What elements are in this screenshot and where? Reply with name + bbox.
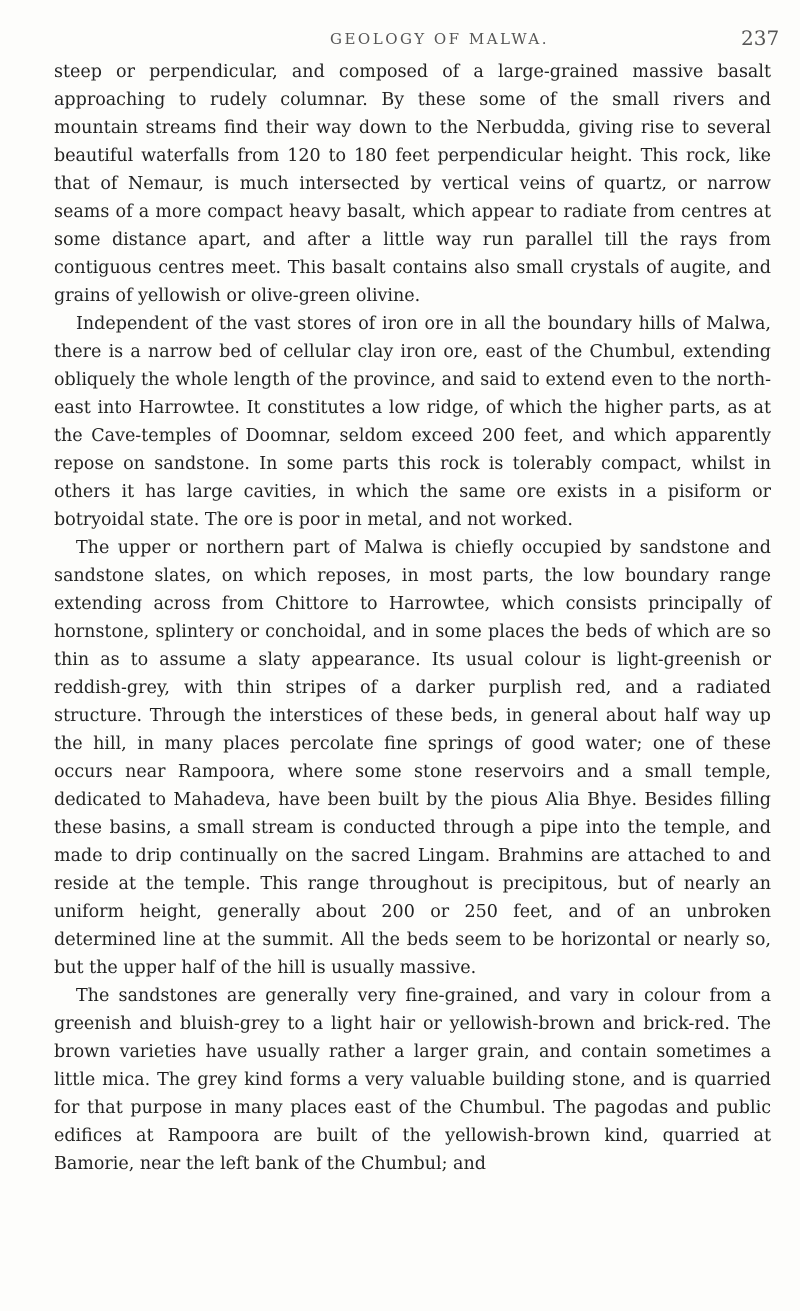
page-number: 237 (741, 26, 780, 50)
paragraph-3: The upper or northern part of Malwa is chiefly occupied by sandstone and sandstone slates, on which reposes, in most parts, the low boundary range extending across from Chittore to Harrowtee, which consists principally of hornstone, splintery or conchoidal, and in some places the beds of which are so thin as to assume a slaty appearance. Its usual colour is light-greenish or reddish-grey, with thin stripes of a darker purplish red, and a radiated structure. Through the interstices of these beds, in general about half way up the hill, in many places percolate fine springs of good water; one of these occurs near Rampoora, where some stone reservoirs and a small temple, dedicated to Mahadeva, have been built by the pious Alia Bhye. Besides filling these basins, a small stream is conducted through a pipe into the temple, and made to drip continually on the sacred Lingam. Brahmins are attached to and reside at the temple. This range throughout is precipitous, but of nearly an uniform height, generally about 200 or 250 feet, and of an unbroken determined line at the summit. All the beds seem to be horizontal or nearly so, but the upper half of the hill is usually massive. (54, 538, 771, 978)
running-head: GEOLOGY OF MALWA. (330, 30, 549, 48)
paragraph-1: steep or perpendicular, and composed of a large-grained massive basalt approaching to rudely columnar. By these some of the small rivers and mountain streams find their way down to the Nerbudda, giving rise to several beautiful waterfalls from 120 to 180 feet perpendicular height. This rock, like that of Nemaur, is much intersected by vertical veins of quartz, or narrow seams of a more compact heavy basalt, which appear to radiate from centres at some distance apart, and after a little way run parallel till the rays from contiguous centres meet. This basalt contains also small crystals of augite, and grains of yellowish or olive-green olivine. (54, 62, 771, 306)
body-text (54, 58, 771, 1178)
paragraph-4: The sandstones are generally very fine-grained, and vary in colour from a greenish and bluish-grey to a light hair or yellowish-brown and brick-red. The brown varieties have usually rather a larger grain, and contain sometimes a little mica. The grey kind forms a very valuable building stone, and is quarried for that purpose in many places east of the Chumbul. The pagodas and public edifices at Rampoora are built of the yellowish-brown kind, quarried at Bamorie, near the left bank of the Chumbul; and (54, 986, 771, 1174)
paragraph-2: Independent of the vast stores of iron ore in all the boundary hills of Malwa, there is a narrow bed of cellular clay iron ore, east of the Chumbul, extending obliquely the whole length of the province, and said to extend even to the north-east into Harrowtee. It constitutes a low ridge, of which the higher parts, as at the Cave-temples of Doomnar, seldom exceed 200 feet, and which apparently repose on sandstone. In some parts this rock is tolerably compact, whilst in others it has large cavities, in which the same ore exists in a pisiform or botryoidal state. The ore is poor in metal, and not worked. (54, 314, 771, 530)
